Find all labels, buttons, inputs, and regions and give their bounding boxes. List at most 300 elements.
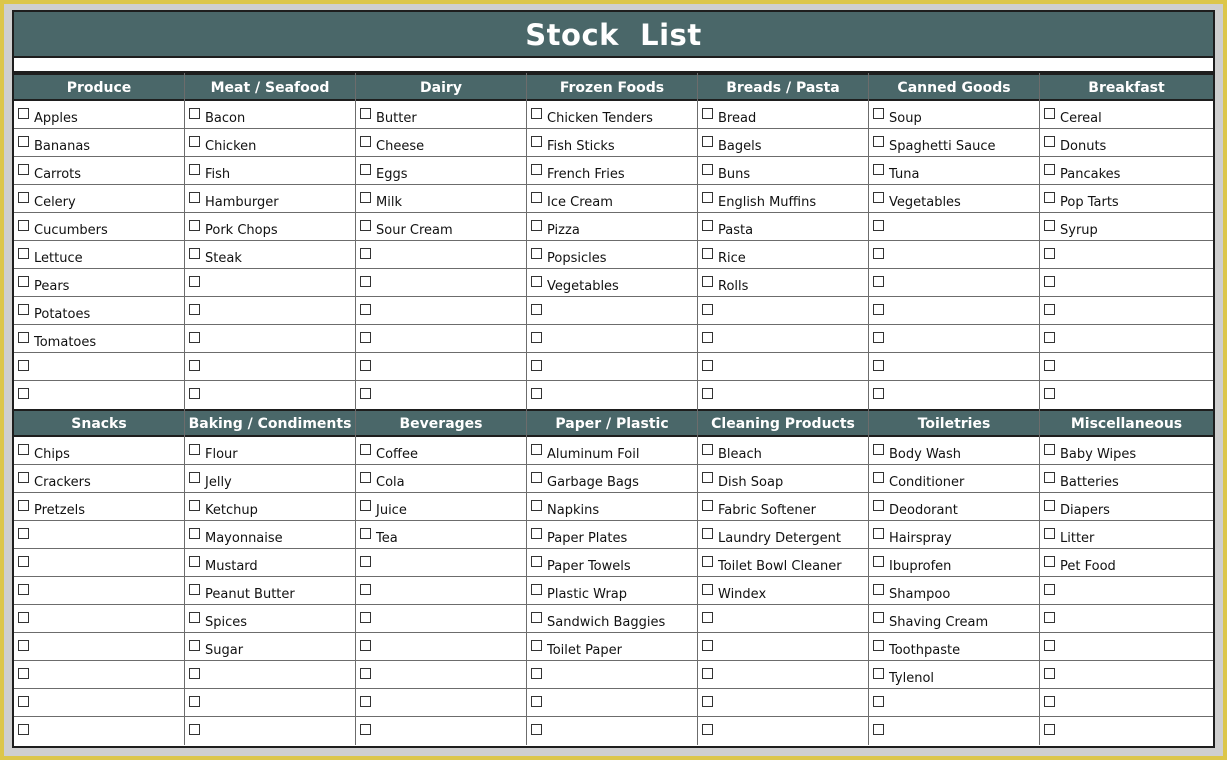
checkbox-icon[interactable] — [702, 640, 713, 651]
checkbox-icon[interactable] — [873, 388, 884, 399]
checkbox-icon[interactable] — [531, 248, 542, 259]
item-label: Shampoo — [889, 587, 951, 602]
item-label: Bagels — [718, 139, 762, 154]
item-label: Toothpaste — [889, 643, 961, 658]
list-item — [698, 661, 868, 689]
item-label: Pancakes — [1060, 167, 1121, 182]
list-item — [185, 717, 355, 745]
item-label: Tomatoes — [34, 335, 97, 350]
list-item — [185, 493, 355, 521]
checkbox-icon[interactable] — [702, 528, 713, 539]
checkbox-icon[interactable] — [360, 360, 371, 371]
list-item — [1040, 381, 1213, 409]
item-label: Pasta — [718, 223, 754, 238]
list-item — [356, 717, 526, 745]
checkbox-icon[interactable] — [702, 136, 713, 147]
checkbox-icon[interactable] — [360, 612, 371, 623]
checkbox-icon[interactable] — [1044, 276, 1055, 287]
checkbox-icon[interactable] — [873, 528, 884, 539]
checkbox-icon[interactable] — [702, 388, 713, 399]
list-item — [698, 717, 868, 745]
item-label: Sandwich Baggies — [547, 615, 666, 630]
checkbox-icon[interactable] — [1044, 584, 1055, 595]
item-label: Tea — [376, 531, 398, 546]
checkbox-icon[interactable] — [873, 696, 884, 707]
item-label: Crackers — [34, 475, 91, 490]
category-column-produce — [14, 73, 185, 409]
checkbox-icon[interactable] — [360, 528, 371, 539]
list-item — [1040, 325, 1213, 353]
list-item — [869, 437, 1039, 465]
checkbox-icon[interactable] — [18, 696, 29, 707]
checkbox-icon[interactable] — [1044, 304, 1055, 315]
item-label: Hamburger — [205, 195, 279, 210]
checkbox-icon[interactable] — [531, 500, 542, 511]
list-item — [356, 577, 526, 605]
checkbox-icon[interactable] — [1044, 724, 1055, 735]
checkbox-icon[interactable] — [873, 332, 884, 343]
item-label: Vegetables — [547, 279, 619, 294]
checkbox-icon[interactable] — [18, 556, 29, 567]
list-item — [356, 689, 526, 717]
checkbox-icon[interactable] — [531, 108, 542, 119]
checkbox-icon[interactable] — [873, 304, 884, 315]
checkbox-icon[interactable] — [189, 136, 200, 147]
list-item — [356, 493, 526, 521]
list-item — [185, 549, 355, 577]
list-item — [527, 269, 697, 297]
checkbox-icon[interactable] — [531, 668, 542, 679]
checkbox-icon[interactable] — [189, 472, 200, 483]
item-label: Steak — [205, 251, 242, 266]
checkbox-icon[interactable] — [360, 668, 371, 679]
checkbox-icon[interactable] — [18, 164, 29, 175]
checkbox-icon[interactable] — [531, 192, 542, 203]
list-item — [698, 157, 868, 185]
list-item — [527, 549, 697, 577]
checkbox-icon[interactable] — [189, 276, 200, 287]
list-item — [527, 241, 697, 269]
list-item — [185, 101, 355, 129]
checkbox-icon[interactable] — [531, 724, 542, 735]
list-item — [698, 101, 868, 129]
checkbox-icon[interactable] — [1044, 696, 1055, 707]
list-item — [869, 465, 1039, 493]
list-item — [527, 297, 697, 325]
list-item — [698, 521, 868, 549]
item-label: Body Wash — [889, 447, 961, 462]
checkbox-icon[interactable] — [702, 108, 713, 119]
checkbox-icon[interactable] — [873, 444, 884, 455]
list-item — [1040, 689, 1213, 717]
list-item — [869, 353, 1039, 381]
list-item — [14, 157, 184, 185]
list-item — [1040, 129, 1213, 157]
checkbox-icon[interactable] — [702, 556, 713, 567]
list-item — [1040, 213, 1213, 241]
checkbox-icon[interactable] — [531, 276, 542, 287]
item-label: Cucumbers — [34, 223, 108, 238]
checkbox-icon[interactable] — [18, 640, 29, 651]
checkbox-icon[interactable] — [18, 500, 29, 511]
checkbox-icon[interactable] — [873, 360, 884, 371]
list-item — [698, 325, 868, 353]
list-item — [14, 241, 184, 269]
checkbox-icon[interactable] — [873, 108, 884, 119]
checkbox-icon[interactable] — [1044, 360, 1055, 371]
item-label: Mustard — [205, 559, 258, 574]
list-item — [869, 129, 1039, 157]
list-item — [869, 381, 1039, 409]
list-item — [1040, 101, 1213, 129]
list-item — [185, 437, 355, 465]
checkbox-icon[interactable] — [360, 388, 371, 399]
item-label: Eggs — [376, 167, 408, 182]
checkbox-icon[interactable] — [1044, 612, 1055, 623]
checkbox-icon[interactable] — [18, 332, 29, 343]
list-item — [869, 717, 1039, 745]
checkbox-icon[interactable] — [18, 388, 29, 399]
checkbox-icon[interactable] — [18, 612, 29, 623]
checkbox-icon[interactable] — [189, 668, 200, 679]
checkbox-icon[interactable] — [360, 136, 371, 147]
list-item — [1040, 605, 1213, 633]
item-label: Juice — [376, 503, 407, 518]
list-item — [698, 493, 868, 521]
checkbox-icon[interactable] — [18, 248, 29, 259]
item-label: English Muffins — [718, 195, 817, 210]
list-item — [356, 241, 526, 269]
item-label: Pears — [34, 279, 70, 294]
category-column-cleaning-products — [698, 409, 869, 745]
item-label: Windex — [718, 587, 767, 602]
checkbox-icon[interactable] — [189, 528, 200, 539]
checkbox-icon[interactable] — [189, 388, 200, 399]
list-item — [698, 465, 868, 493]
checkbox-icon[interactable] — [1044, 248, 1055, 259]
checkbox-icon[interactable] — [873, 500, 884, 511]
checkbox-icon[interactable] — [360, 276, 371, 287]
item-label: Vegetables — [889, 195, 961, 210]
category-header: Snacks — [14, 409, 184, 437]
checkbox-icon[interactable] — [873, 556, 884, 567]
list-item — [869, 269, 1039, 297]
checkbox-icon[interactable] — [531, 612, 542, 623]
checkbox-icon[interactable] — [1044, 444, 1055, 455]
list-item — [356, 549, 526, 577]
list-item — [185, 661, 355, 689]
list-item — [14, 521, 184, 549]
checkbox-icon[interactable] — [1044, 192, 1055, 203]
checkbox-icon[interactable] — [873, 164, 884, 175]
list-item — [185, 577, 355, 605]
item-label: Batteries — [1060, 475, 1119, 490]
list-item — [185, 185, 355, 213]
item-label: Tylenol — [889, 671, 935, 686]
checkbox-icon[interactable] — [1044, 220, 1055, 231]
checkbox-icon[interactable] — [531, 388, 542, 399]
list-item — [1040, 465, 1213, 493]
list-item — [356, 381, 526, 409]
item-label: Lettuce — [34, 251, 83, 266]
item-label: Deodorant — [889, 503, 958, 518]
list-item — [356, 185, 526, 213]
checkbox-icon[interactable] — [531, 696, 542, 707]
checkbox-icon[interactable] — [531, 640, 542, 651]
checkbox-icon[interactable] — [18, 444, 29, 455]
list-item — [1040, 437, 1213, 465]
item-label: Fish Sticks — [547, 139, 615, 154]
item-label: Baby Wipes — [1060, 447, 1137, 462]
checkbox-icon[interactable] — [1044, 136, 1055, 147]
checkbox-icon[interactable] — [18, 472, 29, 483]
checkbox-icon[interactable] — [18, 584, 29, 595]
checkbox-icon[interactable] — [18, 136, 29, 147]
checkbox-icon[interactable] — [531, 444, 542, 455]
checkbox-icon[interactable] — [702, 360, 713, 371]
checkbox-icon[interactable] — [189, 612, 200, 623]
category-column-paper-plastic — [527, 409, 698, 745]
checkbox-icon[interactable] — [18, 220, 29, 231]
list-item — [527, 129, 697, 157]
checkbox-icon[interactable] — [531, 556, 542, 567]
list-item — [869, 325, 1039, 353]
checkbox-icon[interactable] — [18, 360, 29, 371]
checkbox-icon[interactable] — [873, 472, 884, 483]
item-label: Sugar — [205, 643, 244, 658]
checkbox-icon[interactable] — [1044, 640, 1055, 651]
checkbox-icon[interactable] — [1044, 332, 1055, 343]
checkbox-icon[interactable] — [189, 332, 200, 343]
checkbox-icon[interactable] — [18, 108, 29, 119]
checkbox-icon[interactable] — [360, 472, 371, 483]
checkbox-icon[interactable] — [1044, 472, 1055, 483]
checkbox-icon[interactable] — [360, 304, 371, 315]
item-label: Toilet Paper — [547, 643, 622, 658]
list-item — [869, 549, 1039, 577]
checkbox-icon[interactable] — [873, 640, 884, 651]
item-label: Toilet Bowl Cleaner — [718, 559, 842, 574]
item-label: Butter — [376, 111, 417, 126]
checkbox-icon[interactable] — [360, 192, 371, 203]
checkbox-icon[interactable] — [873, 612, 884, 623]
checkbox-icon[interactable] — [189, 304, 200, 315]
item-label: Celery — [34, 195, 76, 210]
list-item — [185, 521, 355, 549]
list-item — [527, 717, 697, 745]
item-label: Shaving Cream — [889, 615, 989, 630]
checkbox-icon[interactable] — [1044, 556, 1055, 567]
checkbox-icon[interactable] — [1044, 108, 1055, 119]
item-label: Pizza — [547, 223, 580, 238]
checkbox-icon[interactable] — [702, 472, 713, 483]
list-item — [527, 185, 697, 213]
checkbox-icon[interactable] — [1044, 500, 1055, 511]
checkbox-icon[interactable] — [18, 528, 29, 539]
list-item — [356, 269, 526, 297]
checkbox-icon[interactable] — [360, 584, 371, 595]
list-item — [14, 605, 184, 633]
checkbox-icon[interactable] — [873, 220, 884, 231]
item-label: Pork Chops — [205, 223, 278, 238]
list-item — [1040, 241, 1213, 269]
checkbox-icon[interactable] — [189, 164, 200, 175]
list-item — [698, 129, 868, 157]
list-item — [14, 437, 184, 465]
checkbox-icon[interactable] — [702, 584, 713, 595]
checkbox-icon[interactable] — [360, 332, 371, 343]
list-item — [185, 353, 355, 381]
list-item — [356, 661, 526, 689]
checkbox-icon[interactable] — [531, 136, 542, 147]
checkbox-icon[interactable] — [360, 500, 371, 511]
checkbox-icon[interactable] — [531, 164, 542, 175]
checkbox-icon[interactable] — [702, 612, 713, 623]
category-column-breads-pasta — [698, 73, 869, 409]
list-item — [869, 633, 1039, 661]
checkbox-icon[interactable] — [1044, 164, 1055, 175]
checkbox-icon[interactable] — [1044, 388, 1055, 399]
checkbox-icon[interactable] — [360, 724, 371, 735]
checkbox-icon[interactable] — [18, 192, 29, 203]
checkbox-icon[interactable] — [189, 640, 200, 651]
list-item — [698, 241, 868, 269]
list-item — [185, 605, 355, 633]
list-item — [1040, 717, 1213, 745]
checkbox-icon[interactable] — [702, 220, 713, 231]
item-label: Spices — [205, 615, 248, 630]
checkbox-icon[interactable] — [360, 108, 371, 119]
checkbox-icon[interactable] — [531, 332, 542, 343]
list-item — [1040, 157, 1213, 185]
checkbox-icon[interactable] — [189, 108, 200, 119]
list-item — [185, 465, 355, 493]
checkbox-icon[interactable] — [18, 304, 29, 315]
checkbox-icon[interactable] — [702, 332, 713, 343]
item-label: Mayonnaise — [205, 531, 283, 546]
list-item — [527, 213, 697, 241]
checkbox-icon[interactable] — [873, 136, 884, 147]
checkbox-icon[interactable] — [702, 668, 713, 679]
item-label: Jelly — [205, 475, 232, 490]
checkbox-icon[interactable] — [360, 696, 371, 707]
checkbox-icon[interactable] — [702, 248, 713, 259]
list-item — [356, 157, 526, 185]
checkbox-icon[interactable] — [360, 640, 371, 651]
checkbox-icon[interactable] — [189, 360, 200, 371]
stock-list-sheet — [12, 10, 1215, 748]
item-label: Potatoes — [34, 307, 91, 322]
category-column-beverages — [356, 409, 527, 745]
item-label: Bacon — [205, 111, 246, 126]
checkbox-icon[interactable] — [360, 444, 371, 455]
checkbox-icon[interactable] — [702, 276, 713, 287]
item-label: Dish Soap — [718, 475, 784, 490]
checkbox-icon[interactable] — [189, 444, 200, 455]
item-label: Soup — [889, 111, 922, 126]
checkbox-icon[interactable] — [531, 528, 542, 539]
checkbox-icon[interactable] — [702, 444, 713, 455]
category-header: Cleaning Products — [698, 409, 868, 437]
list-item — [14, 325, 184, 353]
list-item — [356, 213, 526, 241]
checkbox-icon[interactable] — [873, 724, 884, 735]
checkbox-icon[interactable] — [189, 192, 200, 203]
item-label: Bleach — [718, 447, 762, 462]
checkbox-icon[interactable] — [18, 276, 29, 287]
checkbox-icon[interactable] — [189, 500, 200, 511]
list-item — [869, 661, 1039, 689]
list-item — [356, 129, 526, 157]
checkbox-icon[interactable] — [873, 668, 884, 679]
item-label: Bread — [718, 111, 757, 126]
category-header: Dairy — [356, 73, 526, 101]
checkbox-icon[interactable] — [189, 248, 200, 259]
checkbox-icon[interactable] — [18, 724, 29, 735]
list-item — [527, 101, 697, 129]
checkbox-icon[interactable] — [531, 220, 542, 231]
list-item — [527, 381, 697, 409]
list-item — [185, 633, 355, 661]
list-item — [1040, 493, 1213, 521]
checkbox-icon[interactable] — [189, 584, 200, 595]
checkbox-icon[interactable] — [189, 556, 200, 567]
checkbox-icon[interactable] — [873, 584, 884, 595]
checkbox-icon[interactable] — [360, 556, 371, 567]
checkbox-icon[interactable] — [873, 276, 884, 287]
checkbox-icon[interactable] — [189, 220, 200, 231]
checkbox-icon[interactable] — [702, 500, 713, 511]
list-item — [698, 353, 868, 381]
category-header: Toiletries — [869, 409, 1039, 437]
item-label: Chicken Tenders — [547, 111, 653, 126]
checkbox-icon[interactable] — [531, 584, 542, 595]
list-item — [14, 577, 184, 605]
list-item — [356, 633, 526, 661]
checkbox-icon[interactable] — [360, 164, 371, 175]
checkbox-icon[interactable] — [360, 220, 371, 231]
checkbox-icon[interactable] — [189, 724, 200, 735]
checkbox-icon[interactable] — [189, 696, 200, 707]
checkbox-icon[interactable] — [531, 360, 542, 371]
list-item — [185, 269, 355, 297]
item-label: Milk — [376, 195, 402, 210]
checkbox-icon[interactable] — [702, 724, 713, 735]
checkbox-icon[interactable] — [702, 164, 713, 175]
checkbox-icon[interactable] — [873, 248, 884, 259]
list-item — [356, 465, 526, 493]
item-label: Spaghetti Sauce — [889, 139, 996, 154]
checkbox-icon[interactable] — [360, 248, 371, 259]
checkbox-icon[interactable] — [1044, 528, 1055, 539]
list-item — [698, 297, 868, 325]
checkbox-icon[interactable] — [1044, 668, 1055, 679]
checkbox-icon[interactable] — [873, 192, 884, 203]
checkbox-icon[interactable] — [702, 696, 713, 707]
category-column-dairy — [356, 73, 527, 409]
checkbox-icon[interactable] — [702, 304, 713, 315]
item-label: Rice — [718, 251, 746, 266]
list-item — [869, 213, 1039, 241]
checkbox-icon[interactable] — [18, 668, 29, 679]
item-label: Aluminum Foil — [547, 447, 640, 462]
checkbox-icon[interactable] — [702, 192, 713, 203]
list-item — [1040, 633, 1213, 661]
checkbox-icon[interactable] — [531, 304, 542, 315]
checkbox-icon[interactable] — [531, 472, 542, 483]
item-label: Sour Cream — [376, 223, 453, 238]
list-item — [527, 605, 697, 633]
